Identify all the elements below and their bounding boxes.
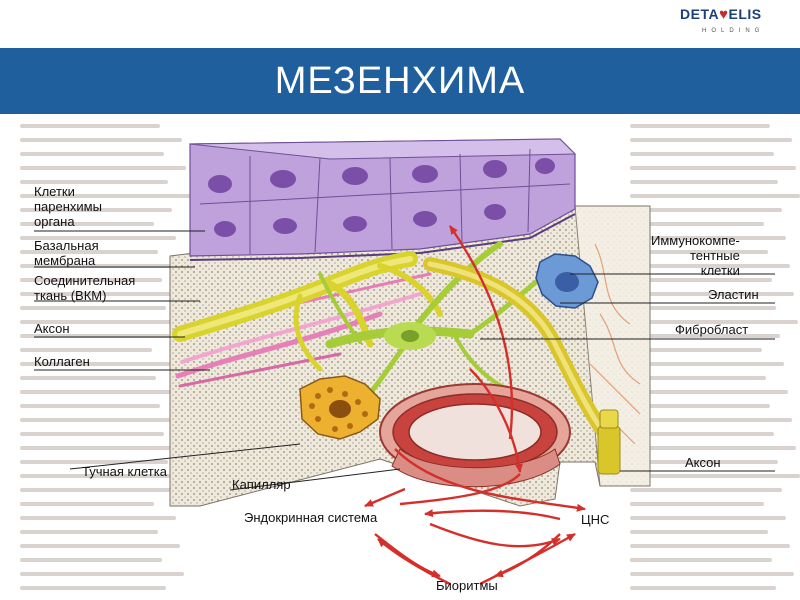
label-basal-membrane: Базальная мембрана bbox=[34, 238, 99, 268]
label-fibroblast: Фибробласт bbox=[675, 322, 749, 337]
label-capillary: Капилляр bbox=[232, 477, 291, 492]
label-connective-tissue: Соединительная ткань (ВКМ) bbox=[34, 273, 136, 303]
logo-text-right: ELIS bbox=[728, 6, 762, 22]
mesenchyme-illustration bbox=[0, 114, 800, 600]
title-banner bbox=[0, 48, 800, 114]
label-mast-cell: Тучная клетка bbox=[82, 464, 167, 479]
label-cns: ЦНС bbox=[581, 512, 610, 527]
company-logo bbox=[680, 6, 780, 42]
label-biorhythms: Биоритмы bbox=[436, 578, 498, 593]
label-axon-left: Аксон bbox=[34, 321, 70, 336]
label-collagen: Коллаген bbox=[34, 354, 90, 369]
label-parenchyma-cells: Клетки паренхимы органа bbox=[34, 184, 102, 229]
logo-subtitle: HOLDING bbox=[702, 28, 765, 34]
page-title: МЕЗЕНХИМА bbox=[274, 60, 526, 102]
capillary bbox=[380, 384, 570, 487]
label-immune-cells: Иммунокомпе- тентные клетки bbox=[651, 233, 740, 278]
heart-icon: ♥ bbox=[719, 6, 729, 23]
logo-text-left: DETA bbox=[680, 6, 720, 22]
label-elastin: Эластин bbox=[708, 287, 759, 302]
label-endocrine-system: Эндокринная система bbox=[244, 510, 378, 525]
logo-wordmark bbox=[680, 6, 762, 23]
label-axon-right: Аксон bbox=[685, 455, 721, 470]
